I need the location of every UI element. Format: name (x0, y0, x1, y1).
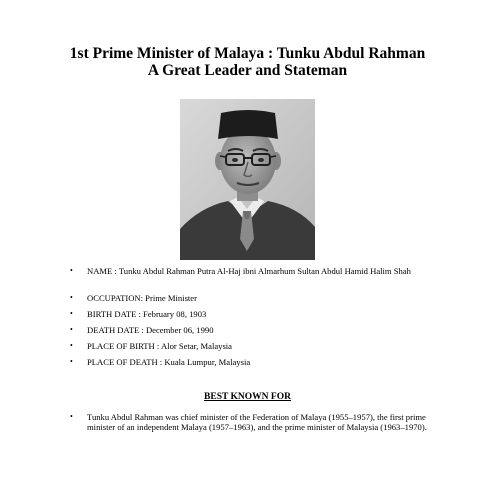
bullet-icon: • (70, 412, 73, 421)
bullet-icon: • (70, 357, 73, 366)
fact-text: PLACE OF DEATH : Kuala Lumpur, Malaysia (87, 357, 251, 367)
fact-text: DEATH DATE : December 06, 1990 (87, 325, 214, 335)
bullet-icon: • (70, 293, 73, 302)
bullet-icon: • (70, 341, 73, 350)
bullet-icon: • (70, 266, 73, 275)
fact-text: NAME : Tunku Abdul Rahman Putra Al-Haj ibni Almarhum Sultan Abdul Hamid Halim Shah (87, 266, 411, 276)
fact-text: PLACE OF BIRTH : Alor Setar, Malaysia (87, 341, 232, 351)
fact-text: OCCUPATION: Prime Minister (87, 293, 197, 303)
best-known-heading: BEST KNOWN FOR (204, 392, 291, 402)
page-title: 1st Prime Minister of Malaya : Tunku Abdul Rahman (69, 45, 426, 62)
fact-text: BIRTH DATE : February 08, 1903 (87, 309, 207, 319)
portrait-image (180, 99, 315, 260)
bullet-icon: • (70, 309, 73, 318)
best-known-text: Tunku Abdul Rahman was chief minister of the Federation of Malaya (1955–1957), the first prime minister of an independent Malaya (1957–1963), and the prime minister of Malaysia (1963–1970). (87, 412, 427, 432)
bullet-icon: • (70, 325, 73, 334)
page-subtitle: A Great Leader and Stateman (147, 62, 348, 79)
portrait-photo (180, 99, 315, 260)
